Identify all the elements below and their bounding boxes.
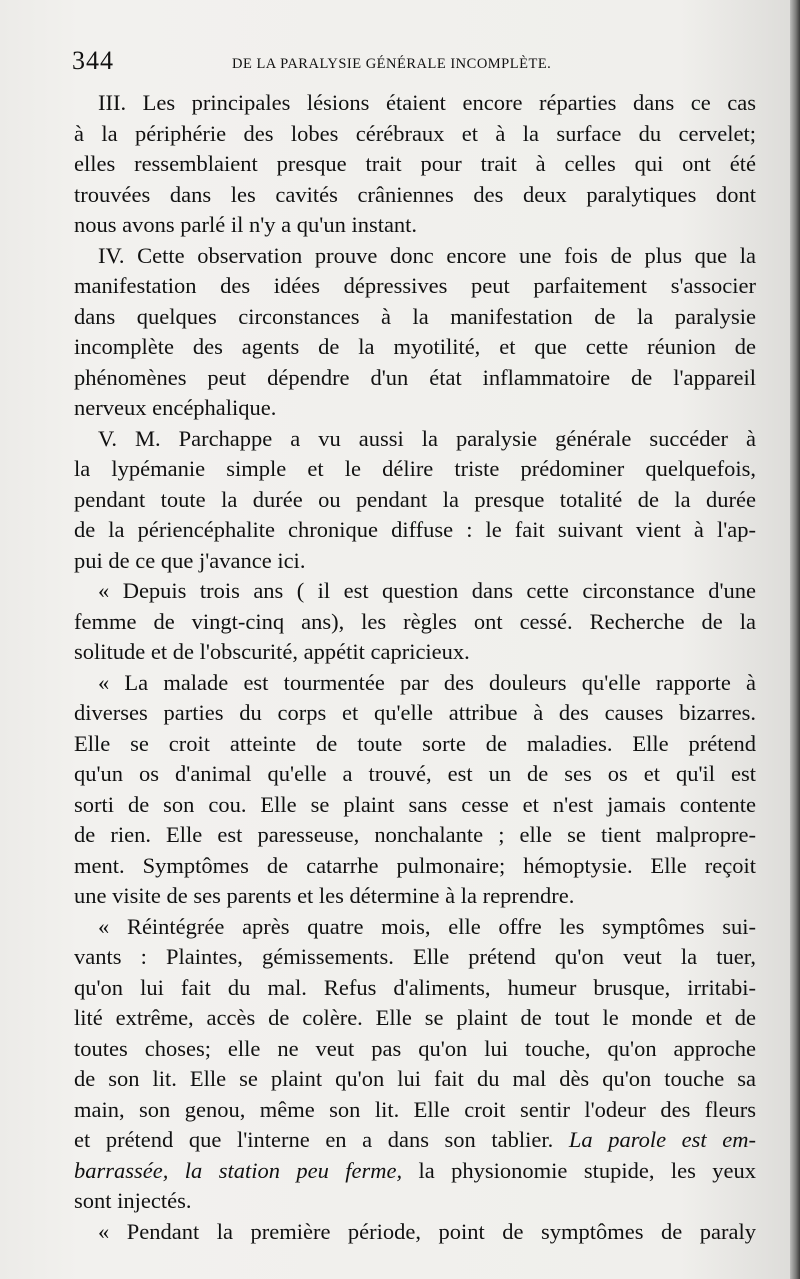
line-text: main, son genou, même son lit. Elle croit sentir l'odeur des fleurs xyxy=(74,1096,756,1122)
text-line xyxy=(74,729,756,760)
page-number: 344 xyxy=(72,46,114,75)
text-line xyxy=(74,332,756,363)
line-text: de rien. Elle est paresseuse, nonchalante ; elle se tient malpropre- xyxy=(74,822,756,847)
line-text: nous avons parlé il n'y a qu'un instant. xyxy=(74,212,418,237)
text-line xyxy=(74,759,756,790)
line-text: manifestation des idées dépressives peut parfaitement s'associer xyxy=(74,273,756,298)
text-line xyxy=(74,485,756,516)
text-line xyxy=(74,1186,756,1217)
line-text: qu'un os d'animal qu'elle a trouvé, est un de ses os et qu'il est xyxy=(74,761,756,786)
text-line xyxy=(74,1095,756,1126)
line-text: toutes choses; elle ne veut pas qu'on lui touche, qu'on approche xyxy=(74,1035,756,1061)
text-line xyxy=(74,546,756,577)
text-line xyxy=(74,1003,756,1034)
text-line xyxy=(74,912,756,943)
line-text: diverses parties du corps et qu'elle attribue à des causes bizarres. xyxy=(74,700,756,725)
line-text: sorti de son cou. Elle se plaint sans cesse et n'est jamais contente xyxy=(74,791,756,817)
text-line xyxy=(74,363,756,394)
text-line xyxy=(74,210,756,241)
text-line xyxy=(74,820,756,851)
text-line xyxy=(74,942,756,973)
text-line xyxy=(74,668,756,699)
body-text xyxy=(74,88,756,1247)
line-text: solitude et de l'obscurité, appétit capricieux. xyxy=(74,639,470,664)
text-line xyxy=(74,973,756,1004)
line-text: vants : Plaintes, gémissements. Elle prétend qu'on veut la tuer, xyxy=(74,944,756,969)
text-line xyxy=(74,851,756,882)
line-text: à la périphérie des lobes cérébraux et à la surface du cervelet; xyxy=(74,120,756,146)
text-line xyxy=(74,1125,756,1156)
text-line xyxy=(74,1064,756,1095)
italic-text: barrassée, la station peu ferme, xyxy=(74,1157,403,1183)
line-text: phénomènes peut dépendre d'un état inflammatoire de l'appareil xyxy=(74,364,756,390)
text-line xyxy=(74,271,756,302)
line-text: incomplète des agents de la myotilité, et que cette réunion de xyxy=(74,334,756,359)
line-text: nerveux encéphalique. xyxy=(74,395,277,420)
text-line xyxy=(74,424,756,455)
line-text: trouvées dans les cavités crâniennes des deux paralytiques dont xyxy=(74,181,756,207)
text-line xyxy=(74,881,756,912)
line-text: « Réintégrée après quatre mois, elle offre les symptômes sui- xyxy=(98,913,756,939)
page-header xyxy=(72,46,732,80)
text-line xyxy=(74,698,756,729)
line-text: de son lit. Elle se plaint qu'on lui fait du mal dès qu'on touche sa xyxy=(74,1066,756,1091)
text-line xyxy=(74,180,756,211)
line-text: une visite de ses parents et les détermine à la reprendre. xyxy=(74,883,575,908)
line-text: sont injectés. xyxy=(74,1188,192,1213)
text-line xyxy=(74,576,756,607)
text-line xyxy=(74,1034,756,1065)
line-text: pui de ce que j'avance ici. xyxy=(74,547,306,573)
text-line xyxy=(74,119,756,150)
text-line xyxy=(74,637,756,668)
line-text: qu'on lui fait du mal. Refus d'aliments, humeur brusque, irritabi- xyxy=(74,974,756,1000)
line-text: elles ressemblaient presque trait pour trait à celles qui ont été xyxy=(74,151,756,176)
line-text: la physionomie stupide, les yeux xyxy=(402,1157,756,1183)
line-text: la lypémanie simple et le délire triste prédominer quelquefois, xyxy=(74,456,756,481)
text-line xyxy=(74,454,756,485)
line-text: V. M. Parchappe a vu aussi la paralysie générale succéder à xyxy=(98,425,756,451)
text-line xyxy=(74,393,756,424)
text-line xyxy=(74,241,756,272)
text-line xyxy=(74,149,756,180)
line-text: lité extrême, accès de colère. Elle se plaint de tout le monde et de xyxy=(74,1005,756,1030)
line-text: dans quelques circonstances à la manifestation de la paralysie xyxy=(74,303,756,329)
line-text: « Depuis trois ans ( il est question dans cette circonstance d'une xyxy=(98,578,756,603)
page-edge-shadow xyxy=(790,0,800,1279)
line-text: IV. Cette observation prouve donc encore une fois de plus que la xyxy=(98,242,756,268)
text-line xyxy=(74,607,756,638)
running-title: DE LA PARALYSIE GÉNÉRALE INCOMPLÈTE. xyxy=(232,56,552,72)
line-text: Elle se croit atteinte de toute sorte de maladies. Elle prétend xyxy=(74,730,756,756)
text-line xyxy=(74,302,756,333)
text-line xyxy=(74,790,756,821)
line-text: « La malade est tourmentée par des douleurs qu'elle rapporte à xyxy=(98,669,756,695)
text-line xyxy=(74,88,756,119)
line-text: femme de vingt-cinq ans), les règles ont cessé. Recherche de la xyxy=(74,608,756,634)
line-text: pendant toute la durée ou pendant la presque totalité de la durée xyxy=(74,486,756,512)
line-text: III. Les principales lésions étaient encore réparties dans ce cas xyxy=(98,90,756,115)
text-line xyxy=(74,1156,756,1187)
line-text: et prétend que l'interne en a dans son tablier. xyxy=(74,1127,554,1152)
line-text: « Pendant la première période, point de symptômes de paraly xyxy=(98,1218,756,1244)
text-line xyxy=(74,515,756,546)
line-text: de la périencéphalite chronique diffuse : le fait suivant vient à l'ap- xyxy=(74,517,756,542)
text-line xyxy=(74,1217,756,1248)
line-text: ment. Symptômes de catarrhe pulmonaire; hémoptysie. Elle reçoit xyxy=(74,852,756,878)
italic-text: La parole est em- xyxy=(553,1127,756,1152)
